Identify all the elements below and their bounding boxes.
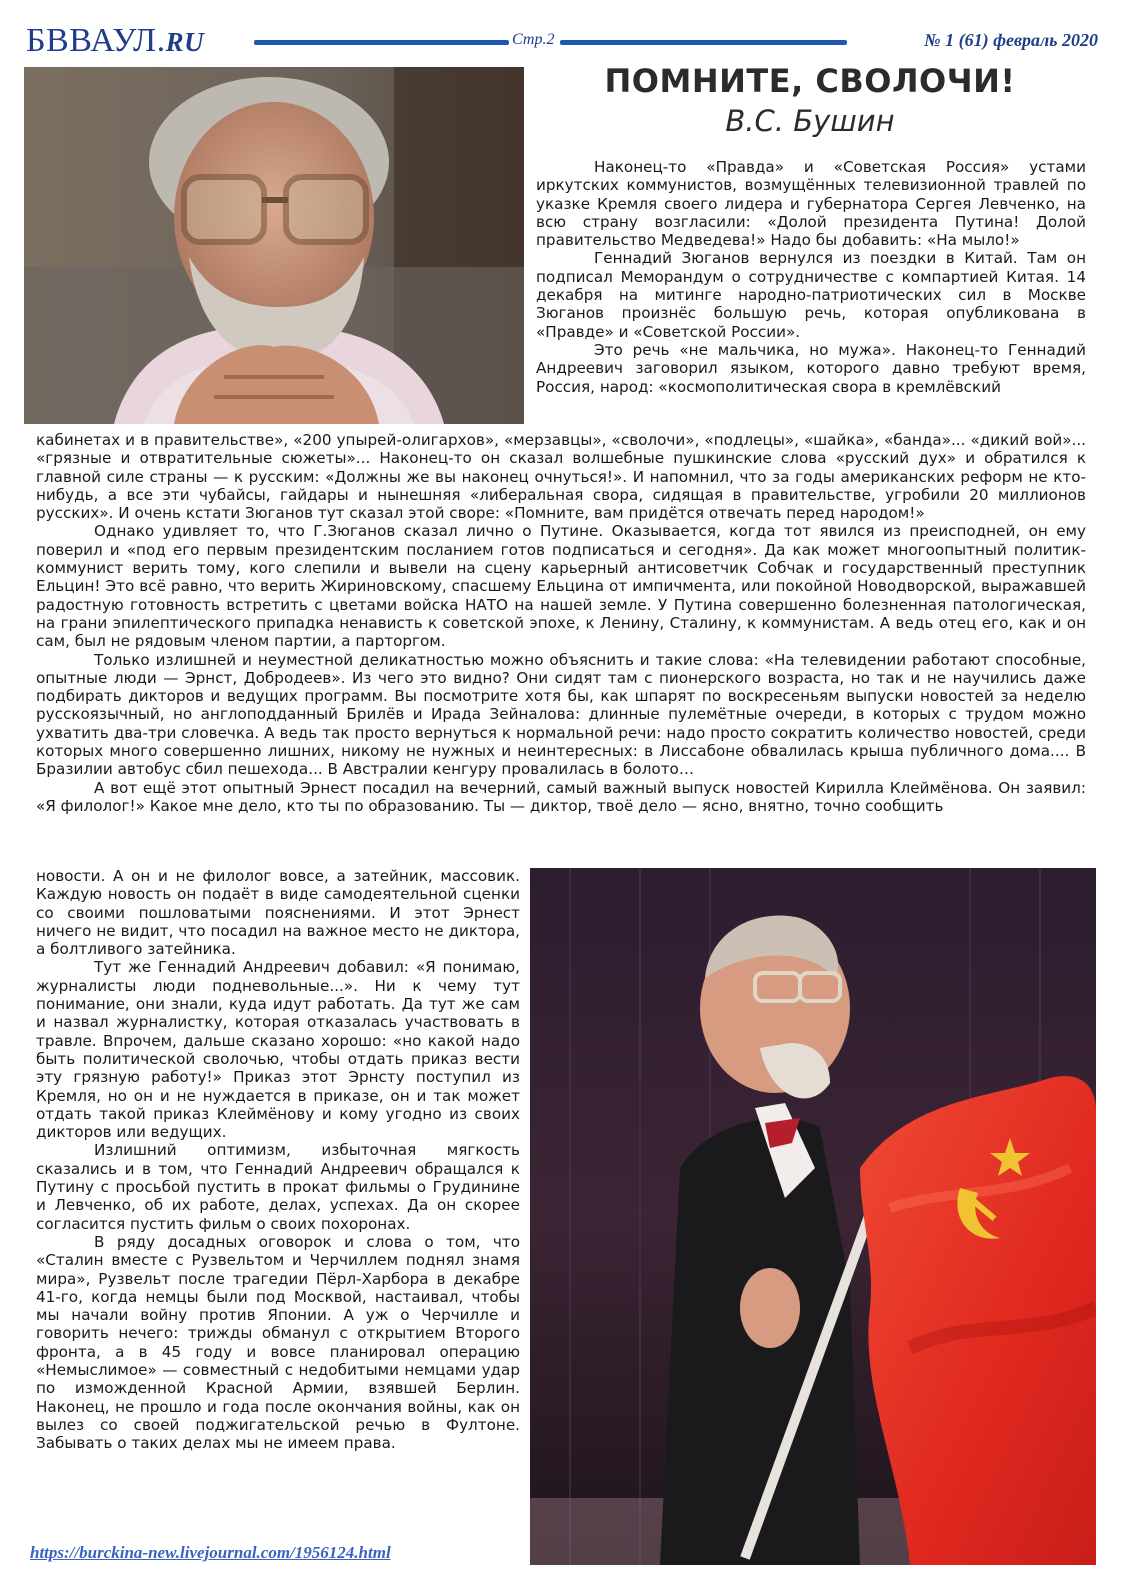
paragraph: Наконец-то «Правда» и «Советская Россия» устами иркутских коммунистов, возмущённых телевизионной травлей по указке Кремля своего лидера и губернатора Сергея Левченко, на всю страну возгласили: «Долой президента Путина! Долой правительство Медведева!» Надо бы добавить: «На мыло!» (536, 158, 1086, 250)
article-text-top (536, 158, 1086, 396)
article-text-left (36, 867, 520, 1453)
paragraph: Тут же Геннадий Андреевич добавил: «Я понимаю, журналисты люди подневольные...». Ни к чему тут понимание, они знали, куда идут работать. Да тут же сам и назвал журналистку, которая отказалась участвовать в травле. Впрочем, дальше сказано хорошо: «но какой надо быть политической сволочью, чтобы отдать приказ вести эту грязную работу!» Приказ этот Эрнсту поступил из Кремля, но он и не нуждается в приказе, он и так может отдать такой приказ Клеймёнову и кому угодно из своих дикторов или ведущих. (36, 958, 520, 1142)
paragraph: Однако удивляет то, что Г.Зюганов сказал лично о Путине. Оказывается, когда тот явился из преисподней, он ему поверил и «под его первым президентским посланием готов подписаться и сегодня». Да как может многоопытный политик-коммунист верить тому, кого слепили и вывели на сцену карьерный антисоветчик Собчак и государственный преступник Ельцин! Это всё равно, что верить Жириновскому, спасшему Ельцина от импичмента, или покойной Новодворской, выражавшей радостную готовность встретить с цветами войска НАТО на нашей земле. У Путина совершенно болезненная патологическая, на грани эпилептического припадка ненависть к советской эпохе, к Ленину, Сталину, к коммунистам. А ведь отец его, как и он сам, был не рядовым членом партии, а парторгом. (36, 522, 1086, 651)
page-number: Стр.2 (512, 31, 555, 48)
man-with-soviet-flag-photo (530, 868, 1096, 1565)
paragraph: Только излишней и неуместной деликатностью можно объяснить и такие слова: «На телевидении работают способные, опытные люди — Эрнст, Добродеев». Из чего это видно? Они сидят там с пионерского возраста, но так и не научились даже подбирать дикторов и ведущих программ. Вы посмотрите хотя бы, как шпарят по воскресеньям выпуски новостей за неделю русскоязычный, но англоподданный Брилёв и Ирада Зейналова: длинные пулемётные очереди, в которых с трудом можно ухватить два-три словечка. А ведь так просто вернуться к нормальной речи: надо просто сократить количество новостей, среди которых много совершенно лишних, никому не нужных и неинтересных: в Лиссабоне обвалилась крыша публичного дома.... В Бразилии автобус сбил пешехода... В Австралии кенгуру провалилась в болото… (36, 650, 1086, 779)
article-title: ПОМНИТЕ, СВОЛОЧИ! (604, 62, 1016, 100)
header-rule-left (254, 40, 509, 45)
logo-main-text: БВВАУЛ. (26, 22, 166, 59)
paragraph: Излишний оптимизм, избыточная мягкость сказались и в том, что Геннадий Андреевич обращался к Путину с просьбой пустить в прокат фильмы о Грудинине и Левченко, об их работе, делах, успехах. Да он скорее согласится пустить фильм о своих похоронах. (36, 1141, 520, 1233)
article-text-full (36, 431, 1086, 815)
paragraph: А вот ещё этот опытный Эрнест посадил на вечерний, самый важный выпуск новостей Кирилла Клеймёнова. Он заявил: «Я филолог!» Какое мне дело, кто ты по образованию. Ты — диктор, твоё дело — ясно, внятно, точно сообщить (36, 778, 1086, 815)
issue-info: № 1 (61) февраль 2020 (924, 30, 1098, 50)
paragraph: новости. А он и не филолог вовсе, а затейник, массовик. Каждую новость он подаёт в виде самодеятельной сценки со своими пошловатыми пояснениями. И этот Эрнест ничего не видит, что посадил на важное место не диктора, а болтливого затейника. (36, 867, 520, 959)
logo-ru-text: RU (165, 27, 205, 57)
newspaper-logo[interactable] (26, 22, 204, 60)
source-link[interactable]: https://burckina-new.livejournal.com/1956124.html (30, 1543, 391, 1562)
paragraph: Это речь «не мальчика, но мужа». Наконец-то Геннадий Андреевич заговорил языком, которого давно требуют время, Россия, народ: «космополитическая свора в кремлёвский (536, 340, 1086, 396)
paragraph: кабинетах и в правительстве», «200 упырей-олигархов», «мерзавцы», «сволочи», «подлецы», «шайка», «банда»... «дикий вой»... «грязные и отвратительные сюжеты»... Наконец-то он сказал волшебные пушкинские слова «русский дух» и обратился к главной силе страны — к русским: «Должны же вы наконец очнуться!». И напомнил, что за годы американских реформ не кто-нибудь, а все эти чубайсы, гайдары и нынешняя «либеральная свора, сидящая в правительстве, угробили 20 миллионов русских». И очень кстати Зюганов тут сказал этой своре: «Помните, вам придётся отвечать перед народом!» (36, 431, 1086, 523)
header-rule-right (560, 40, 847, 45)
page-header (24, 22, 1098, 62)
paragraph: Геннадий Зюганов вернулся из поездки в Китай. Там он подписал Меморандум о сотрудничестве с компартией Китая. 14 декабря на митинге народно-патриотических сил в Москве Зюганов произнёс большую речь, которая опубликована в «Правде» и «Советской России». (536, 249, 1086, 341)
portrait-photo (24, 67, 524, 424)
paragraph: В ряду досадных оговорок и слова о том, что «Сталин вместе с Рузвельтом и Черчиллем поднял знамя мира», Рузвельт после трагедии Пёрл-Харбора в декабре 41-го, когда немцы были под Москвой, настаивал, чтобы мы начали войну против Японии. А уж о Черчилле и говорить нечего: трижды обманул с открытием Второго фронта, а в 45 году и вовсе планировал операцию «Немыслимое» — совместный с недобитыми немцами удар по изможденной Красной Армии, взявшей Берлин. Наконец, не прошло и года после окончания войны, как он вылез со своей поджигательской речью в Фултоне. Забывать о таких делах мы не имеем права. (36, 1232, 520, 1453)
article-author: В.С. Бушин (725, 104, 895, 138)
